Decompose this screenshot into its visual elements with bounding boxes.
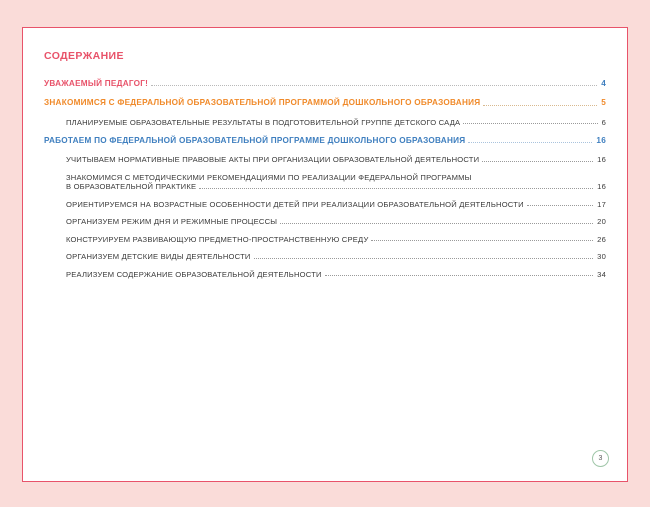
document-page: [22, 27, 628, 482]
toc-entry-label: КОНСТРУИРУЕМ РАЗВИВАЮЩУЮ ПРЕДМЕТНО-ПРОСТРАНСТВЕННУЮ СРЕДУ: [66, 234, 369, 244]
toc-leader-dots: [527, 204, 593, 206]
toc-entry-page: 16: [596, 135, 606, 145]
toc-entry[interactable]: [66, 217, 606, 226]
toc-entry-page: 20: [597, 217, 606, 227]
toc-entry[interactable]: [66, 270, 606, 279]
toc-list: [44, 79, 606, 279]
toc-entry[interactable]: [66, 252, 606, 261]
toc-entry-label: УВАЖАЕМЫЙ ПЕДАГОГ!: [44, 79, 149, 88]
toc-entry[interactable]: [66, 155, 606, 164]
toc-container: [44, 50, 606, 287]
toc-entry-label-line2: В ОБРАЗОВАТЕЛЬНОЙ ПРАКТИКЕ: [66, 182, 197, 192]
toc-entry-label: ОРИЕНТИРУЕМСЯ НА ВОЗРАСТНЫЕ ОСОБЕННОСТИ ДЕТЕЙ ПРИ РЕАЛИЗАЦИИ ОБРАЗОВАТЕЛЬНОЙ ДЕЯТЕЛЬНОСТИ: [66, 199, 524, 209]
toc-leader-dots: [254, 257, 594, 259]
toc-leader-dots: [199, 187, 593, 189]
toc-entry-label: РЕАЛИЗУЕМ СОДЕРЖАНИЕ ОБРАЗОВАТЕЛЬНОЙ ДЕЯТЕЛЬНОСТИ: [66, 269, 322, 279]
toc-entry[interactable]: [44, 98, 606, 108]
toc-entry-page: 30: [597, 252, 606, 262]
toc-entry-page: 17: [597, 199, 606, 209]
toc-entry-label: ПЛАНИРУЕМЫЕ ОБРАЗОВАТЕЛЬНЫЕ РЕЗУЛЬТАТЫ В ПОДГОТОВИТЕЛЬНОЙ ГРУППЕ ДЕТСКОГО САДА: [66, 117, 461, 127]
toc-entry-label: УЧИТЫВАЕМ НОРМАТИВНЫЕ ПРАВОВЫЕ АКТЫ ПРИ ОРГАНИЗАЦИИ ОБРАЗОВАТЕЛЬНОЙ ДЕЯТЕЛЬНОСТИ: [66, 155, 480, 165]
toc-entry[interactable]: [66, 173, 606, 192]
page-number-badge: 3: [592, 450, 609, 467]
toc-entry[interactable]: [66, 235, 606, 244]
toc-leader-dots: [371, 239, 593, 241]
toc-leader-dots: [482, 160, 593, 162]
toc-entry-page: 4: [601, 79, 606, 88]
toc-entry[interactable]: [66, 200, 606, 209]
toc-entry[interactable]: [44, 136, 606, 146]
toc-leader-dots: [483, 104, 597, 106]
toc-leader-dots: [468, 141, 592, 143]
toc-entry-page: 34: [597, 269, 606, 279]
toc-entry-page: 16: [597, 155, 606, 165]
page-title: СОДЕРЖАНИЕ: [44, 50, 124, 62]
toc-entry-label: ОРГАНИЗУЕМ РЕЖИМ ДНЯ И РЕЖИМНЫЕ ПРОЦЕССЫ: [66, 217, 278, 227]
toc-entry-page: 5: [601, 98, 606, 108]
toc-entry-page: 16: [597, 182, 606, 192]
toc-entry[interactable]: [44, 79, 606, 89]
toc-entry-label: РАБОТАЕМ ПО ФЕДЕРАЛЬНОЙ ОБРАЗОВАТЕЛЬНОЙ ПРОГРАММЕ ДОШКОЛЬНОГО ОБРАЗОВАНИЯ: [44, 135, 466, 145]
toc-entry-label: ЗНАКОМИМСЯ С ФЕДЕРАЛЬНОЙ ОБРАЗОВАТЕЛЬНОЙ ПРОГРАММОЙ ДОШКОЛЬНОГО ОБРАЗОВАНИЯ: [44, 98, 481, 108]
toc-leader-dots: [325, 274, 593, 276]
toc-leader-dots: [151, 84, 597, 86]
toc-entry[interactable]: [66, 118, 606, 127]
toc-entry-label: ОРГАНИЗУЕМ ДЕТСКИЕ ВИДЫ ДЕЯТЕЛЬНОСТИ: [66, 252, 251, 262]
toc-leader-dots: [463, 122, 597, 124]
toc-entry-page: 26: [597, 234, 606, 244]
toc-entry-page: 6: [601, 117, 606, 127]
toc-leader-dots: [280, 222, 593, 224]
toc-entry-label: ЗНАКОМИМСЯ С МЕТОДИЧЕСКИМИ РЕКОМЕНДАЦИЯМИ ПО РЕАЛИЗАЦИИ ФЕДЕРАЛЬНОЙ ПРОГРАММЫ: [66, 172, 472, 182]
